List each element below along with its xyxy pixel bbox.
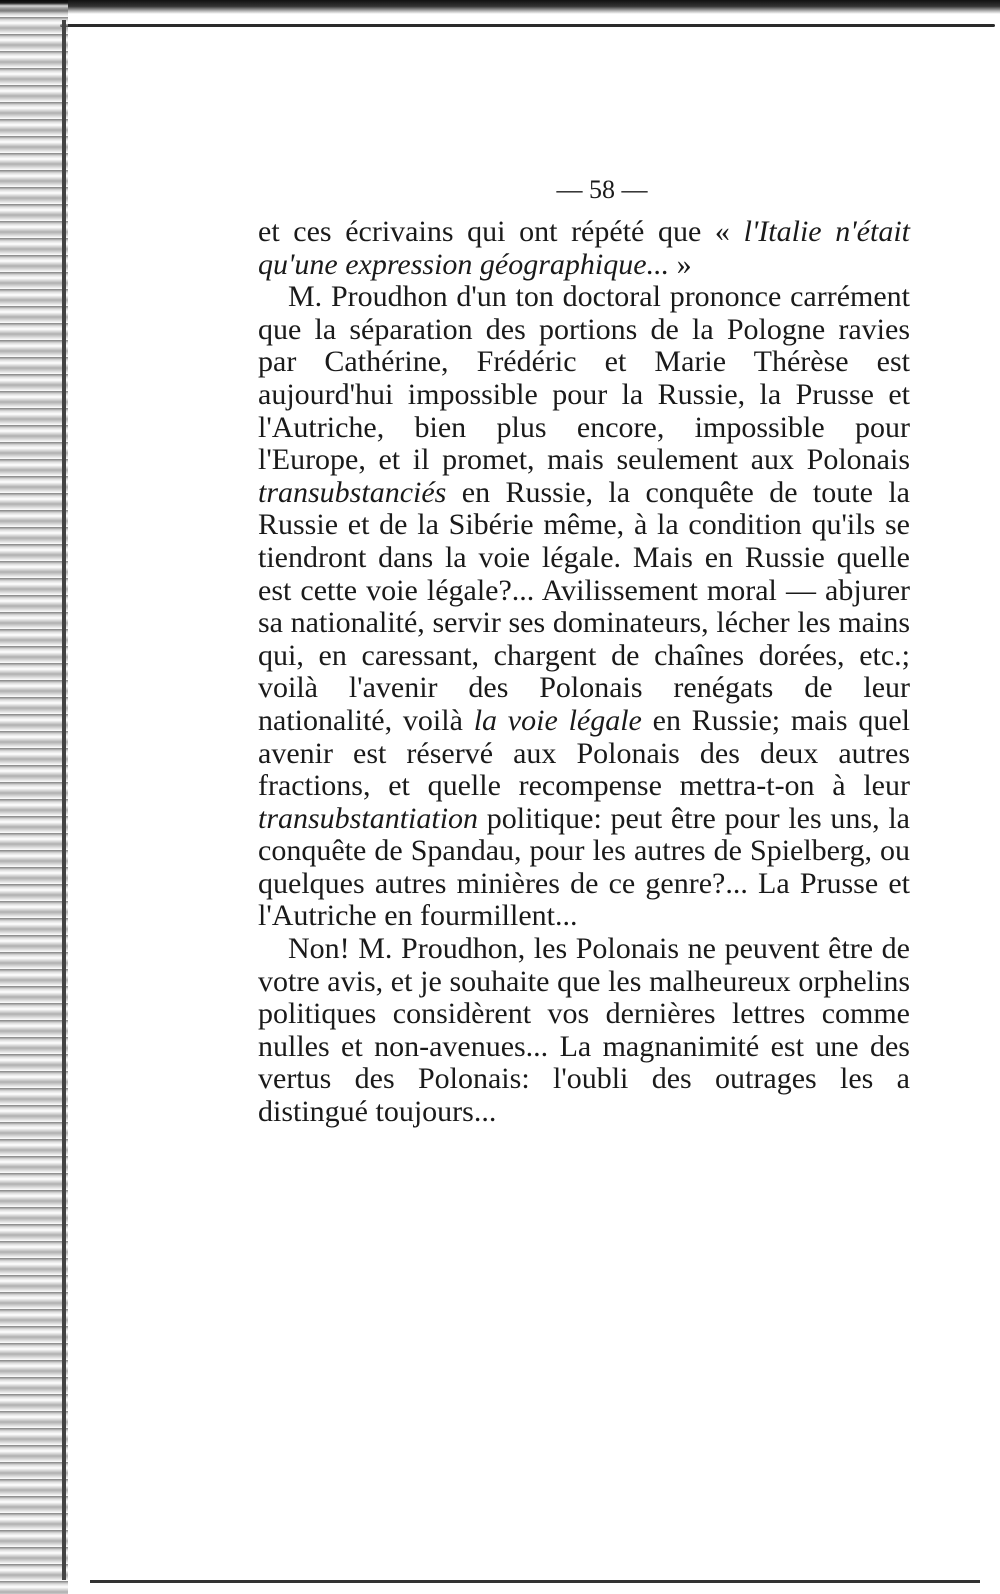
para-2-seg-2: transubstanciés (258, 475, 447, 509)
scan-bottom-rule (90, 1580, 980, 1583)
para-2-seg-5: en Russie; mais quel avenir est réservé aux Polonais des deux autres fractions, et quelle recompense mettra-t-on à leur (258, 703, 910, 803)
scan-top-edge (0, 0, 1000, 14)
para-2-seg-7: politique: peut être pour les uns, la conquête de Spandau, pour les autres de Spielberg, ou quelques autres minières de ce genre?... La Prusse et l'Autriche en fourmillent... (258, 801, 910, 933)
para-1-seg-3: » (669, 247, 692, 281)
para-3-seg-1: Non! M. Proudhon, les Polonais ne peuvent être de votre avis, et je souhaite que les malheureux orphelins politiques considèrent vos dernières lettres comme nulles et non-avenues... La magnanimité est une des vertus des Polonais: l'oubli des outrages les a distingué toujours... (258, 932, 910, 1129)
para-2-seg-1: M. Proudhon d'un ton doctoral prononce carrément que la séparation des portions de la Pologne ravies par Cathérine, Frédéric et Marie Thérèse est aujourd'hui impossible pour la Russie, la Prusse et l'Autriche, bien plus encore, impossible pour l'Europe, et il promet, mais seulement aux Polonais (258, 280, 910, 477)
paragraph-2 (258, 281, 910, 933)
page-binding (0, 0, 68, 1594)
paragraph-3 (258, 933, 910, 1129)
text-block (258, 170, 910, 1129)
scan-top-rule (60, 24, 995, 27)
binding-edge (62, 20, 66, 1580)
para-2-seg-6: transubstantiation (258, 801, 479, 835)
paragraph-1 (258, 216, 910, 281)
para-1-seg-2: l'Italie n'était qu'une expression géographique... (258, 215, 910, 281)
para-2-seg-3: en Russie, la conquête de toute la Russie et de la Sibérie même, à la condition qu'ils se tiendront dans la voie légale. Mais en Russie quelle est cette voie légale?... Avilissement moral — abjurer sa nationalité, servir ses dominateurs, lécher les mains qui, en caressant, chargent de chaînes dorées, etc.; voilà l'avenir des Polonais renégats de leur nationalité, voilà (258, 475, 910, 737)
page-number: — 58 — (556, 175, 648, 204)
para-2-seg-4: la voie légale (473, 703, 642, 737)
para-1-seg-1: et ces écrivains qui ont répété que « (258, 215, 744, 248)
